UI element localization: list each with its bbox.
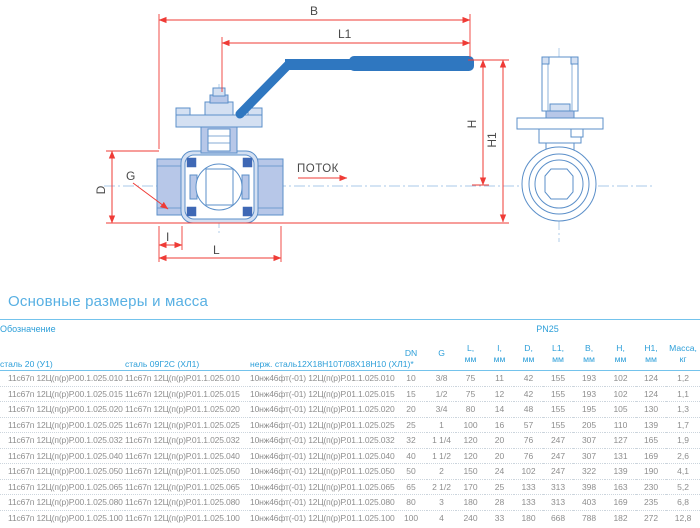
value-cell: 20	[485, 448, 514, 464]
value-cell: 20	[395, 402, 427, 418]
value-cell: 668	[543, 510, 573, 525]
value-cell: 155	[543, 417, 573, 433]
value-cell: 42	[514, 386, 543, 402]
designation-header: Обозначение	[0, 323, 56, 334]
label-b: B	[310, 4, 319, 18]
value-cell: 403	[573, 495, 605, 511]
dimension-lines	[106, 14, 509, 262]
value-cell: 165	[636, 433, 666, 449]
value-cell: 169	[636, 448, 666, 464]
value-cell: 788	[573, 510, 605, 525]
value-cell: 1/2	[427, 386, 456, 402]
dimension-column-header: H, мм	[605, 338, 636, 371]
designation-cell: 11с67п 12Ц(п(р)Р.01.1.025.100	[125, 510, 250, 525]
value-cell: 120	[456, 433, 485, 449]
pressure-rating-header: PN25	[536, 323, 559, 334]
dimension-column-header: DN	[395, 338, 427, 371]
table-row	[0, 448, 700, 464]
value-cell: 76	[514, 448, 543, 464]
value-cell: 230	[636, 479, 666, 495]
designation-cell: 10нж46фт(-01) 12Ц(п(р)Р.01.1.025.025	[250, 417, 395, 433]
designation-cell: 11с67п 12Ц(п(р)Р.01.1.025.032	[125, 433, 250, 449]
dimension-labels	[94, 4, 499, 257]
dimension-column-header: G	[427, 338, 456, 371]
designation-cell: 11с67п 12Ц(п(р)Р.01.1.025.050	[125, 464, 250, 480]
table-title: Основные размеры и масса	[8, 293, 209, 310]
label-i: I	[166, 230, 170, 244]
dimensions-table	[0, 319, 700, 525]
value-cell: 6,8	[666, 495, 700, 511]
table-row	[0, 371, 700, 387]
value-cell: 169	[605, 495, 636, 511]
value-cell: 12,8	[666, 510, 700, 525]
value-cell: 10	[406, 373, 416, 384]
value-cell: 398	[573, 479, 605, 495]
designation-cell: 11с67п 12Ц(п(р)Р.00.1.025.010	[8, 373, 123, 384]
value-cell: 133	[514, 495, 543, 511]
value-cell: 193	[581, 373, 597, 384]
value-cell: 155	[550, 373, 566, 384]
valve-handle	[240, 56, 474, 114]
table-row	[0, 433, 700, 449]
designation-cell: 11с67п 12Ц(п(р)Р.00.1.025.032	[0, 433, 125, 449]
designation-cell: 11с67п 12Ц(п(р)Р.00.1.025.065	[0, 479, 125, 495]
value-cell: 127	[605, 433, 636, 449]
dimension-column-header: Масса, кг	[666, 338, 700, 371]
designation-cell: 10нж46фт(-01) 12Ц(п(р)Р.01.1.025.100	[250, 510, 395, 525]
label-g: G	[126, 169, 136, 183]
material-column-header: сталь 20 (У1)	[0, 338, 125, 371]
value-cell: 3	[427, 495, 456, 511]
value-cell: 28	[485, 495, 514, 511]
material-column-header: сталь 09Г2С (ХЛ1)	[125, 338, 250, 371]
value-cell: 33	[485, 510, 514, 525]
value-cell: 124	[643, 373, 659, 384]
designation-cell: 11с67п 12Ц(п(р)Р.00.1.025.040	[0, 448, 125, 464]
table-row	[0, 479, 700, 495]
value-cell: 32	[395, 433, 427, 449]
designation-cell: 10нж46фт(-01) 12Ц(п(р)Р.01.1.025.040	[250, 448, 395, 464]
value-cell: 12	[485, 386, 514, 402]
value-cell: 25	[395, 417, 427, 433]
value-cell: 2,6	[666, 448, 700, 464]
value-cell: 124	[636, 386, 666, 402]
value-cell: 1,1	[666, 386, 700, 402]
designation-cell: 11с67п 12Ц(п(р)Р.01.1.025.065	[125, 479, 250, 495]
value-cell: 110	[605, 417, 636, 433]
value-cell: 105	[605, 402, 636, 418]
value-cell: 40	[395, 448, 427, 464]
value-cell: 235	[636, 495, 666, 511]
label-l1: L1	[338, 27, 352, 41]
value-cell: 100	[456, 417, 485, 433]
value-cell: 180	[514, 510, 543, 525]
value-cell: 150	[456, 464, 485, 480]
designation-cell: 11с67п 12Ц(п(р)Р.01.1.025.020	[125, 402, 250, 418]
designation-cell: 11с67п 12Ц(п(р)Р.01.1.025.025	[125, 417, 250, 433]
designation-cell: 10нж46фт(-01) 12Ц(п(р)Р.01.1.025.050	[250, 464, 395, 480]
value-cell: 247	[543, 448, 573, 464]
value-cell: 130	[636, 402, 666, 418]
material-column-header: нерж. сталь12Х18Н10Т/08Х18Н10 (ХЛ1)*	[250, 338, 395, 371]
dimensions-section	[0, 293, 700, 525]
value-cell: 102	[514, 464, 543, 480]
value-cell: 247	[543, 433, 573, 449]
value-cell: 205	[573, 417, 605, 433]
designation-cell: 11с67п 12Ц(п(р)Р.00.1.025.050	[0, 464, 125, 480]
value-cell: 120	[456, 448, 485, 464]
designation-cell: 11с67п 12Ц(п(р)Р.01.1.025.080	[125, 495, 250, 511]
designation-cell: 10нж46фт(-01) 12Ц(п(р)Р.01.1.025.032	[250, 433, 395, 449]
value-cell: 2 1/2	[427, 479, 456, 495]
value-cell: 307	[573, 433, 605, 449]
value-cell: 4	[427, 510, 456, 525]
value-cell: 313	[543, 479, 573, 495]
value-cell: 163	[605, 479, 636, 495]
value-cell: 133	[514, 479, 543, 495]
value-cell: 25	[485, 479, 514, 495]
designation-cell: 11с67п 12Ц(п(р)Р.00.1.025.020	[0, 402, 125, 418]
value-cell: 240	[456, 510, 485, 525]
value-cell: 2	[427, 464, 456, 480]
table-body	[0, 371, 700, 526]
table-row	[0, 402, 700, 418]
value-cell: 80	[395, 495, 427, 511]
designation-cell: 10нж46фт(-01) 12Ц(п(р)Р.01.1.025.065	[250, 479, 395, 495]
table-row	[0, 386, 700, 402]
value-cell: 50	[395, 464, 427, 480]
value-cell: 139	[605, 464, 636, 480]
value-cell: 313	[543, 495, 573, 511]
label-h1: H1	[485, 132, 499, 148]
flow-label: ПОТОК	[297, 163, 339, 175]
value-cell: 16	[485, 417, 514, 433]
value-cell: 57	[514, 417, 543, 433]
value-cell: 155	[543, 402, 573, 418]
value-cell: 75	[456, 386, 485, 402]
label-l: L	[213, 243, 220, 257]
value-cell: 131	[605, 448, 636, 464]
value-cell: 48	[514, 402, 543, 418]
value-cell: 1,7	[666, 417, 700, 433]
dimension-column-header: B, мм	[573, 338, 605, 371]
value-cell: 24	[485, 464, 514, 480]
value-cell: 1 1/4	[427, 433, 456, 449]
value-cell: 3/8	[435, 373, 448, 384]
valve-front-view	[157, 88, 283, 223]
value-cell: 139	[636, 417, 666, 433]
value-cell: 272	[636, 510, 666, 525]
value-cell: 11	[495, 373, 504, 384]
designation-cell: 10нж46фт(-01) 12Ц(п(р)Р.01.1.025.010	[250, 373, 395, 384]
dimension-column-header: H1, мм	[636, 338, 666, 371]
value-cell: 5,2	[666, 479, 700, 495]
column-headers-row	[0, 338, 700, 371]
value-cell: 14	[485, 402, 514, 418]
table-row	[0, 510, 700, 525]
value-cell: 170	[456, 479, 485, 495]
designation-cell: 11с67п 12Ц(п(р)Р.00.1.025.025	[0, 417, 125, 433]
value-cell: 322	[573, 464, 605, 480]
value-cell: 1 1/2	[427, 448, 456, 464]
table-row	[0, 464, 700, 480]
value-cell: 1,2	[677, 373, 689, 384]
designation-cell: 11с67п 12Ц(п(р)Р.01.1.025.015	[125, 386, 250, 402]
value-cell: 76	[514, 433, 543, 449]
table-row	[0, 417, 700, 433]
value-cell: 247	[543, 464, 573, 480]
value-cell: 80	[456, 402, 485, 418]
value-cell: 100	[395, 510, 427, 525]
value-cell: 193	[573, 386, 605, 402]
value-cell: 307	[573, 448, 605, 464]
dimension-column-header: I, мм	[485, 338, 514, 371]
dimension-column-header: D, мм	[514, 338, 543, 371]
value-cell: 1,3	[666, 402, 700, 418]
value-cell: 4,1	[666, 464, 700, 480]
value-cell: 195	[573, 402, 605, 418]
label-h: H	[465, 119, 479, 129]
designation-cell: 10нж46фт(-01) 12Ц(п(р)Р.01.1.025.080	[250, 495, 395, 511]
value-cell: 182	[605, 510, 636, 525]
designation-cell: 11с67п 12Ц(п(р)Р.01.1.025.010	[125, 373, 240, 384]
designation-cell: 11с67п 12Ц(п(р)Р.00.1.025.080	[0, 495, 125, 511]
label-d: D	[94, 185, 108, 195]
designation-cell: 11с67п 12Ц(п(р)Р.00.1.025.100	[0, 510, 125, 525]
value-cell: 3/4	[427, 402, 456, 418]
value-cell: 20	[485, 433, 514, 449]
value-cell: 1	[427, 417, 456, 433]
value-cell: 180	[456, 495, 485, 511]
table-row	[0, 495, 700, 511]
dimension-column-header: L, мм	[456, 338, 485, 371]
value-cell: 102	[613, 373, 628, 384]
value-cell: 1,9	[666, 433, 700, 449]
value-cell: 65	[395, 479, 427, 495]
value-cell: 42	[523, 373, 534, 384]
valve-side-view	[517, 57, 603, 221]
value-cell: 190	[636, 464, 666, 480]
value-cell: 75	[465, 373, 476, 384]
designation-cell: 10нж46фт(-01) 12Ц(п(р)Р.01.1.025.020	[250, 402, 395, 418]
designation-cell: 11с67п 12Ц(п(р)Р.00.1.025.015	[0, 386, 125, 402]
value-cell: 102	[605, 386, 636, 402]
designation-cell: 10нж46фт(-01) 12Ц(п(р)Р.01.1.025.015	[250, 386, 395, 402]
value-cell: 155	[543, 386, 573, 402]
value-cell: 15	[395, 386, 427, 402]
dimension-column-header: L1, мм	[543, 338, 573, 371]
designation-cell: 11с67п 12Ц(п(р)Р.01.1.025.040	[125, 448, 250, 464]
